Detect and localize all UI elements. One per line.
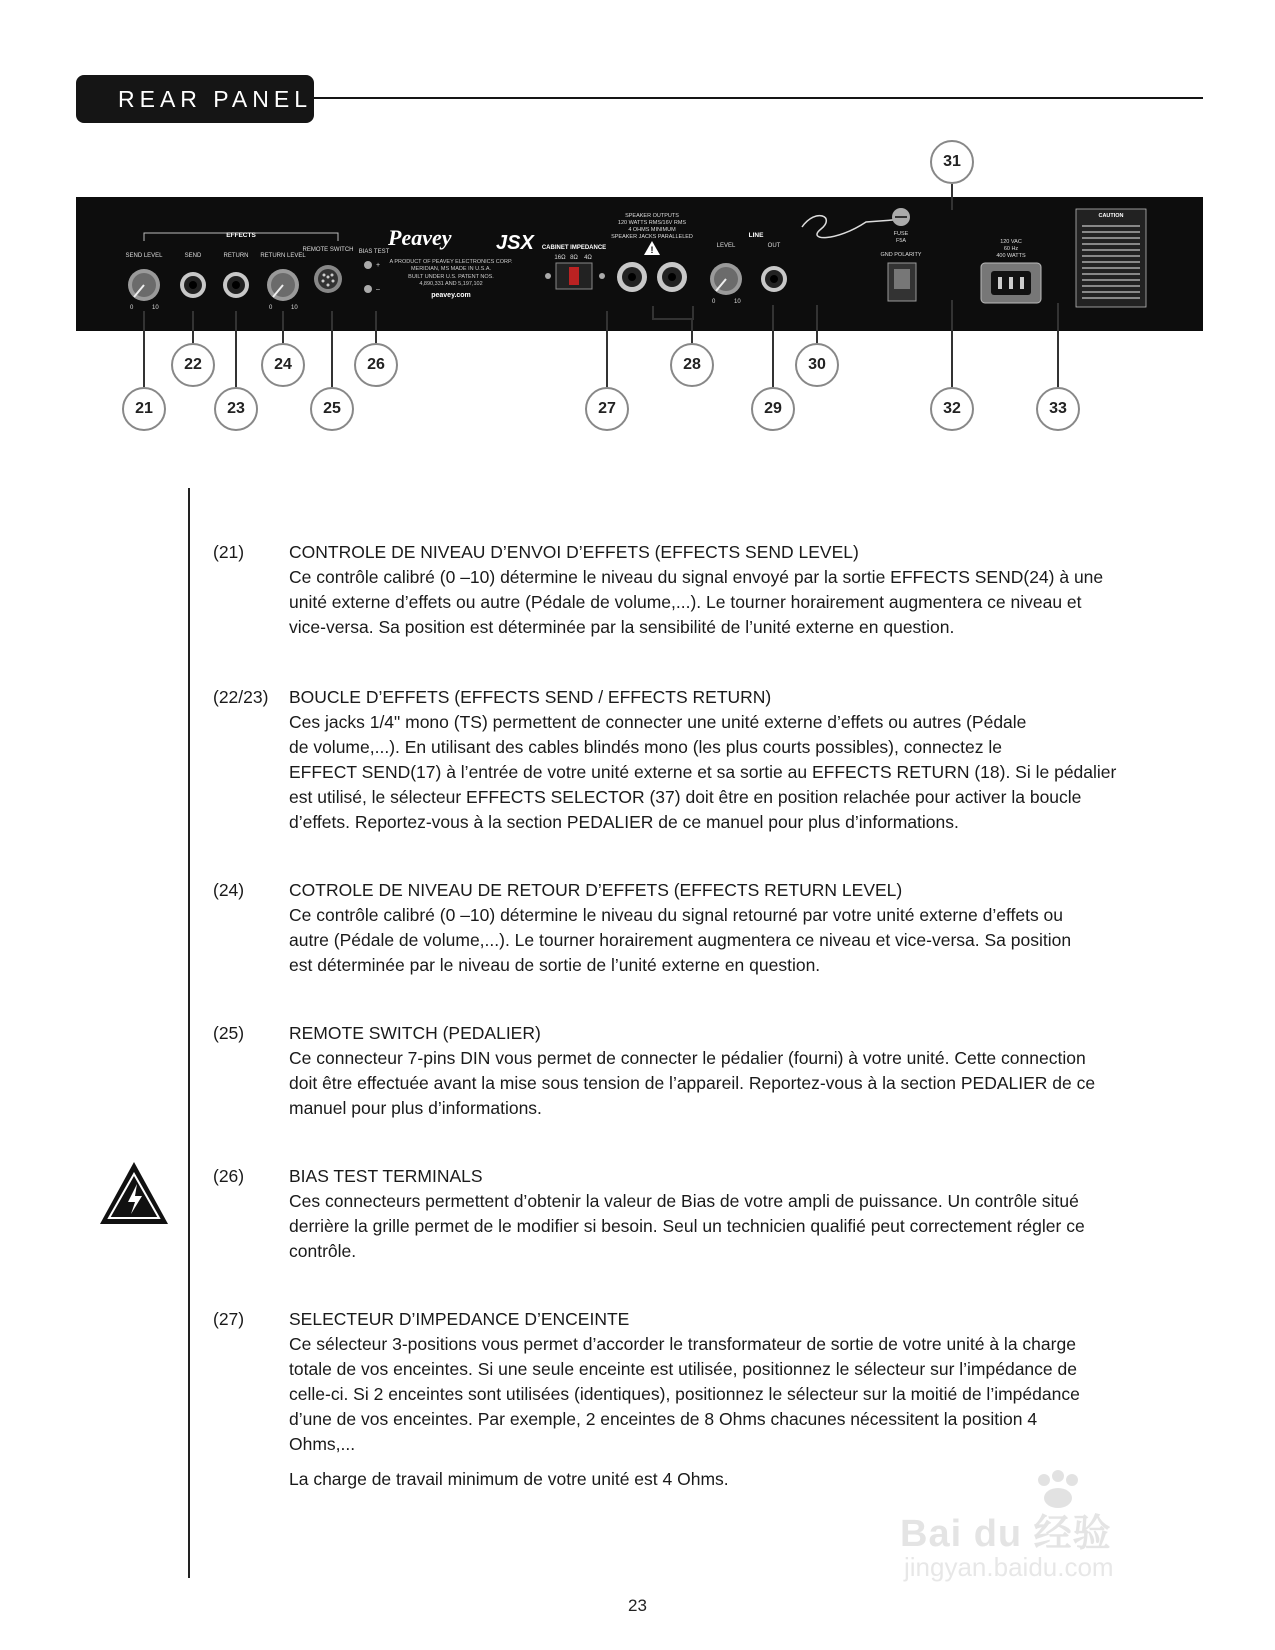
callout-33: 33 xyxy=(1036,387,1080,431)
callout-30: 30 xyxy=(795,343,839,387)
callout-27: 27 xyxy=(585,387,629,431)
send-level-label: SEND LEVEL xyxy=(125,253,163,259)
leader-22 xyxy=(192,311,194,343)
section-number: (26) xyxy=(213,1166,245,1186)
section-heading: COTROLE DE NIVEAU DE RETOUR D’EFFETS (EFFECTS RETURN LEVEL) xyxy=(289,880,903,900)
send-label: SEND xyxy=(184,253,202,259)
svg-text:0: 0 xyxy=(130,305,134,311)
svg-text:!: ! xyxy=(650,245,654,255)
svg-text:LEVEL: LEVEL xyxy=(716,243,736,249)
callout-28: 28 xyxy=(670,343,714,387)
leader-31 xyxy=(951,184,953,210)
return-level-label: RETURN LEVEL xyxy=(260,253,306,259)
section-body: Ce contrôle calibré (0 –10) détermine le niveau du signal envoyé par la sortie EFFECTS SEND(24) à une unité externe d’effets ou autre (Pédale de volume,...). Le tourner horairement augmentera ce niveau et vice-versa. Sa position est déterminée par la sensibilité de l’unité externe en question. xyxy=(289,567,1104,637)
callout-26: 26 xyxy=(354,343,398,387)
svg-text:400 WATTS: 400 WATTS xyxy=(996,253,1026,259)
bias-test-label: BIAS TEST xyxy=(358,249,390,255)
impedance-selector-switch[interactable] xyxy=(556,263,592,289)
section-body: Ces connecteurs permettent d’obtenir la valeur de Bias de votre ampli de puissance. Un contrôle situé derrière la grille permet de le modifier si besoin. Seul un technicien qualifié peut correctement régler ce contrôle. xyxy=(289,1191,1085,1261)
svg-text:CAUTION: CAUTION xyxy=(1098,213,1124,219)
svg-text:OUT: OUT xyxy=(767,243,781,249)
svg-text:120 WATTS RMS/16V RMS: 120 WATTS RMS/16V RMS xyxy=(617,220,687,226)
svg-text:10: 10 xyxy=(291,305,298,311)
callout-32: 32 xyxy=(930,387,974,431)
svg-text:GND POLARITY: GND POLARITY xyxy=(880,252,922,258)
svg-text:10: 10 xyxy=(734,299,741,305)
leader-30 xyxy=(816,305,818,343)
callout-29: 29 xyxy=(751,387,795,431)
leader-26 xyxy=(375,311,377,343)
svg-text:+: + xyxy=(376,262,381,269)
section-note: La charge de travail minimum de votre unité est 4 Ohms. xyxy=(289,1469,729,1489)
fuse-holder[interactable] xyxy=(892,208,910,226)
remote-switch-label: REMOTE SWITCH xyxy=(302,247,354,253)
leader-29 xyxy=(772,305,774,387)
leader-27 xyxy=(606,311,608,387)
ac-power-inlet[interactable] xyxy=(981,263,1041,303)
svg-text:F5A: F5A xyxy=(895,238,907,244)
section-heading: CONTROLE DE NIVEAU D’ENVOI D’EFFETS (EFFECTS SEND LEVEL) xyxy=(289,542,859,562)
leader-24 xyxy=(282,311,284,343)
watermark-brand: Bai du 经验 xyxy=(900,1513,1112,1555)
svg-text:60 Hz: 60 Hz xyxy=(1003,246,1019,252)
page-number: 23 xyxy=(628,1596,647,1615)
svg-text:BUILT UNDER U.S. PATENT NOS.: BUILT UNDER U.S. PATENT NOS. xyxy=(408,274,494,280)
margin-rule xyxy=(188,488,190,1578)
effects-send-jack[interactable] xyxy=(180,272,206,298)
section-number: (24) xyxy=(213,880,245,900)
svg-text:120 VAC: 120 VAC xyxy=(1000,239,1022,245)
section-body: Ce connecteur 7-pins DIN vous permet de connecter le pédalier (fourni) à votre unité. Cette connection doit être effectuée avant la mise sous tension de l’appareil. Reportez-vous à la section PEDALIER de ce manuel pour plus d’informations. xyxy=(289,1048,1096,1118)
svg-text:FUSE: FUSE xyxy=(893,231,909,237)
svg-text:A PRODUCT OF PEAVEY ELECTRONIC: A PRODUCT OF PEAVEY ELECTRONICS CORP. xyxy=(389,259,513,265)
remote-switch-din-connector[interactable] xyxy=(314,265,342,293)
callout-22: 22 xyxy=(171,343,215,387)
section-number: (21) xyxy=(213,542,245,562)
header-rule xyxy=(314,97,1203,99)
callout-21: 21 xyxy=(122,387,166,431)
svg-text:4,890,331 AND 5,197,102: 4,890,331 AND 5,197,102 xyxy=(419,281,483,287)
svg-text:SPEAKER OUTPUTS: SPEAKER OUTPUTS xyxy=(625,213,679,219)
speaker-output-jack-1[interactable] xyxy=(617,262,647,292)
callout-24: 24 xyxy=(261,343,305,387)
svg-text:4Ω: 4Ω xyxy=(584,255,592,261)
section-number: (22/23) xyxy=(213,687,269,707)
section-heading: REMOTE SWITCH (PEDALIER) xyxy=(289,1023,541,1043)
section-heading: BIAS TEST TERMINALS xyxy=(289,1166,483,1186)
leader-23 xyxy=(235,311,237,387)
svg-text:8Ω: 8Ω xyxy=(570,255,578,261)
leader-25 xyxy=(331,311,333,387)
brand-logo: Peavey xyxy=(388,225,452,250)
callout-31: 31 xyxy=(930,140,974,184)
leader-21 xyxy=(143,311,145,387)
section-number: (27) xyxy=(213,1309,245,1329)
effects-return-jack[interactable] xyxy=(223,272,249,298)
section-heading: BOUCLE D’EFFETS (EFFECTS SEND / EFFECTS RETURN) xyxy=(289,687,772,707)
svg-text:16Ω: 16Ω xyxy=(554,255,566,261)
section-body: Ces jacks 1/4" mono (TS) permettent de connecter une unité externe d’effets ou autres (Pédale de volume,...). En utilisant des cables blindés mono (les plus courts possibles), connectez le EFFECT SEND(17) à l’entrée de votre unité externe et sa sortie au EFFECTS RETURN (18). Si le pédalier est utilisé, le sélecteur EFFECTS SELECTOR (37) doit être en position relachée pour activer la boucle d’effets. Reportez-vous à la section PEDALIER de ce manuel pour plus d’informations. xyxy=(289,712,1117,832)
caution-label xyxy=(1076,209,1146,307)
watermark xyxy=(900,1470,1210,1590)
svg-text:SPEAKER JACKS PARALLELED: SPEAKER JACKS PARALLELED xyxy=(611,234,693,240)
svg-text:4 OHMS MINIMUM: 4 OHMS MINIMUM xyxy=(628,227,676,233)
leader-28-bar xyxy=(652,318,694,320)
svg-text:0: 0 xyxy=(269,305,273,311)
effects-label: EFFECTS xyxy=(226,232,256,239)
callout-25: 25 xyxy=(310,387,354,431)
leader-28 xyxy=(691,320,693,343)
high-voltage-warning-icon xyxy=(98,1160,170,1226)
leader-32 xyxy=(951,300,953,387)
svg-text:–: – xyxy=(376,286,380,293)
rear-panel-illustration xyxy=(76,197,1203,331)
svg-text:MERIDIAN, MS MADE IN U.S.A.: MERIDIAN, MS MADE IN U.S.A. xyxy=(410,266,492,272)
return-label: RETURN xyxy=(223,253,249,259)
model-logo: JSX xyxy=(496,232,534,254)
svg-text:0: 0 xyxy=(712,299,716,305)
section-number: (25) xyxy=(213,1023,245,1043)
website-label: peavey.com xyxy=(431,292,471,299)
line-label: LINE xyxy=(748,232,764,239)
section-heading: SELECTEUR D’IMPEDANCE D’ENCEINTE xyxy=(289,1309,630,1329)
leader-33 xyxy=(1057,303,1059,387)
section-body: Ce contrôle calibré (0 –10) détermine le niveau du signal retourné par votre unité externe d’effets ou autre (Pédale de volume,...). Le tourner horairement augmentera ce niveau et vice-versa. Sa position est déterminée par le niveau de sortie de l’unité externe en question. xyxy=(289,905,1072,975)
callout-23: 23 xyxy=(214,387,258,431)
cabinet-impedance-label: CABINET IMPEDANCE xyxy=(541,245,607,251)
section-title: REAR PANEL xyxy=(118,86,313,112)
svg-text:10: 10 xyxy=(152,305,159,311)
section-header xyxy=(76,75,314,123)
section-body: Ce sélecteur 3-positions vous permet d’accorder le transformateur de sortie de votre unité à la charge totale de vos enceintes. Si une seule enceinte est utilisée, positionnez le sélecteur sur l’impédance de celle-ci. Si 2 enceintes sont utilisées (identiques), positionnez le sélecteur sur la moitié de l’impédance d’une de vos enceintes. Par exemple, 2 enceintes de 8 Ohms chacunes nécessitent la position 4 Ohms,... xyxy=(289,1334,1080,1454)
line-out-jack[interactable] xyxy=(761,266,787,292)
speaker-output-jack-2[interactable] xyxy=(657,262,687,292)
ground-polarity-switch[interactable] xyxy=(888,263,916,301)
watermark-url: jingyan.baidu.com xyxy=(904,1552,1114,1582)
